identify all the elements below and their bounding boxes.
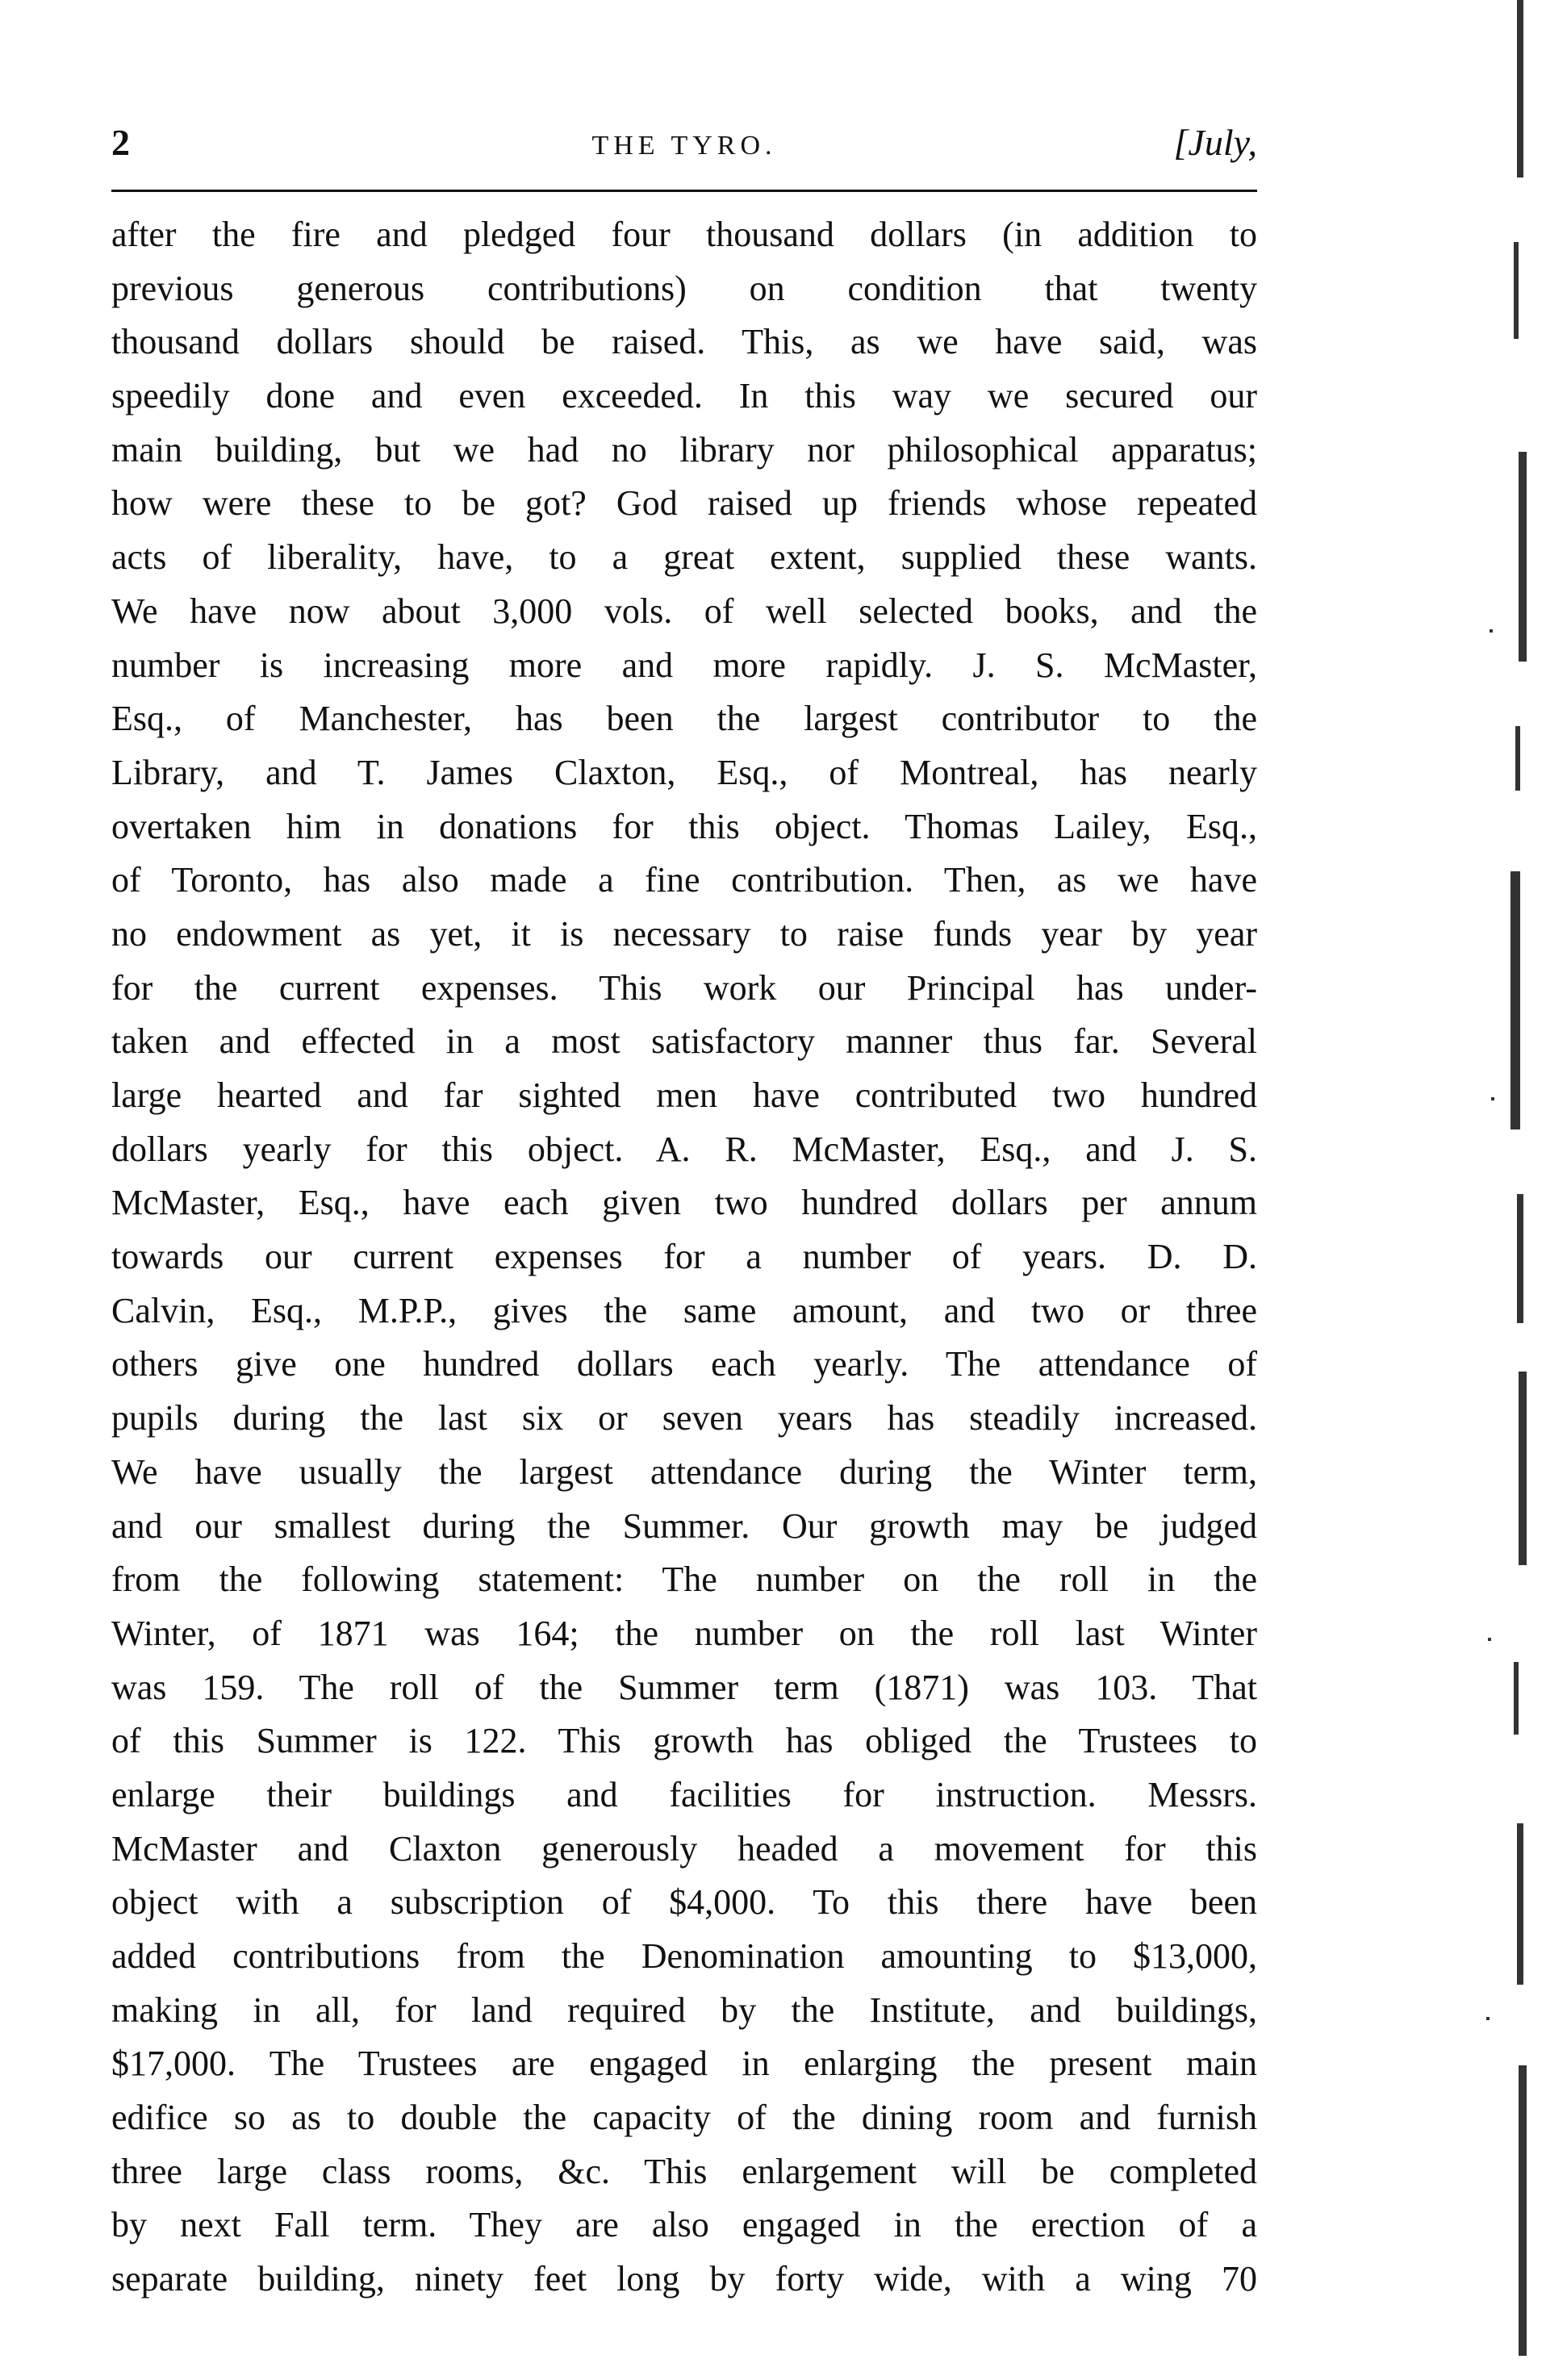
text-line: three large class rooms, &c. This enlargement will be completed: [111, 2151, 1257, 2191]
text-line: added contributions from the Denomination amounting to $13,000,: [111, 1936, 1257, 1976]
text-line: taken and effected in a most satisfactory manner thus far. Several: [111, 1021, 1257, 1062]
text-line: McMaster, Esq., have each given two hundred dollars per annum: [111, 1183, 1257, 1223]
text-line: overtaken him in donations for this object. Thomas Lailey, Esq.,: [111, 806, 1257, 846]
header-rule: [111, 190, 1257, 192]
page-number: 2: [111, 122, 130, 163]
text-line: McMaster and Claxton generously headed a movement for this: [111, 1828, 1257, 1869]
text-line: and our smallest during the Summer. Our growth may be judged: [111, 1505, 1257, 1546]
text-line: others give one hundred dollars each yearly. The attendance of: [111, 1344, 1257, 1384]
text-line: no endowment as yet, it is necessary to raise funds year by year: [111, 913, 1257, 954]
running-date: [July,: [1173, 122, 1257, 163]
text-line: Esq., of Manchester, has been the largest contributor to the: [111, 699, 1257, 739]
text-line: We have usually the largest attendance during the Winter term,: [111, 1451, 1257, 1492]
text-line: thousand dollars should be raised. This, as we have said, was: [111, 322, 1257, 362]
text-line: object with a subscription of $4,000. To this there have been: [111, 1882, 1257, 1923]
text-line: was 159. The roll of the Summer term (1871) was 103. That: [111, 1667, 1257, 1707]
text-line: for the current expenses. This work our Principal has under-: [111, 967, 1257, 1008]
text-line: edifice so as to double the capacity of the dining room and furnish: [111, 2098, 1257, 2138]
body-paragraph: [111, 208, 1257, 2307]
text-line: Library, and T. James Claxton, Esq., of Montreal, has nearly: [111, 752, 1257, 792]
running-title: THE TYRO.: [591, 131, 777, 161]
text-line: of Toronto, has also made a fine contribution. Then, as we have: [111, 860, 1257, 900]
text-line: Calvin, Esq., M.P.P., gives the same amount, and two or three: [111, 1290, 1257, 1330]
text-line: speedily done and even exceeded. In this way we secured our: [111, 376, 1257, 416]
text-line: separate building, ninety feet long by forty wide, with a wing 70: [111, 2259, 1257, 2299]
text-line: number is increasing more and more rapidly. J. S. McMaster,: [111, 645, 1257, 685]
running-header: [111, 121, 1257, 186]
text-line: Winter, of 1871 was 164; the number on the roll last Winter: [111, 1613, 1257, 1653]
text-line: main building, but we had no library nor philosophical apparatus;: [111, 429, 1257, 470]
text-line: dollars yearly for this object. A. R. McMaster, Esq., and J. S.: [111, 1129, 1257, 1169]
text-line: $17,000. The Trustees are engaged in enlarging the present main: [111, 2044, 1257, 2084]
text-line: previous generous contributions) on condition that twenty: [111, 268, 1257, 308]
text-line: large hearted and far sighted men have contributed two hundred: [111, 1075, 1257, 1115]
text-line: acts of liberality, have, to a great extent, supplied these wants.: [111, 537, 1257, 578]
text-line: of this Summer is 122. This growth has obliged the Trustees to: [111, 1721, 1257, 1761]
text-line: making in all, for land required by the Institute, and buildings,: [111, 1990, 1257, 2030]
text-line: by next Fall term. They are also engaged in the erection of a: [111, 2205, 1257, 2245]
text-line: pupils during the last six or seven years has steadily increased.: [111, 1398, 1257, 1438]
text-line: We have now about 3,000 vols. of well selected books, and the: [111, 591, 1257, 631]
text-line: from the following statement: The number on the roll in the: [111, 1560, 1257, 1600]
text-line: after the fire and pledged four thousand dollars (in addition to: [111, 215, 1257, 254]
text-line: how were these to be got? God raised up friends whose repeated: [111, 483, 1257, 524]
scan-edge-artifact: [1481, 0, 1530, 2380]
text-line: towards our current expenses for a number of years. D. D.: [111, 1237, 1257, 1277]
text-line: enlarge their buildings and facilities for instruction. Messrs.: [111, 1774, 1257, 1814]
